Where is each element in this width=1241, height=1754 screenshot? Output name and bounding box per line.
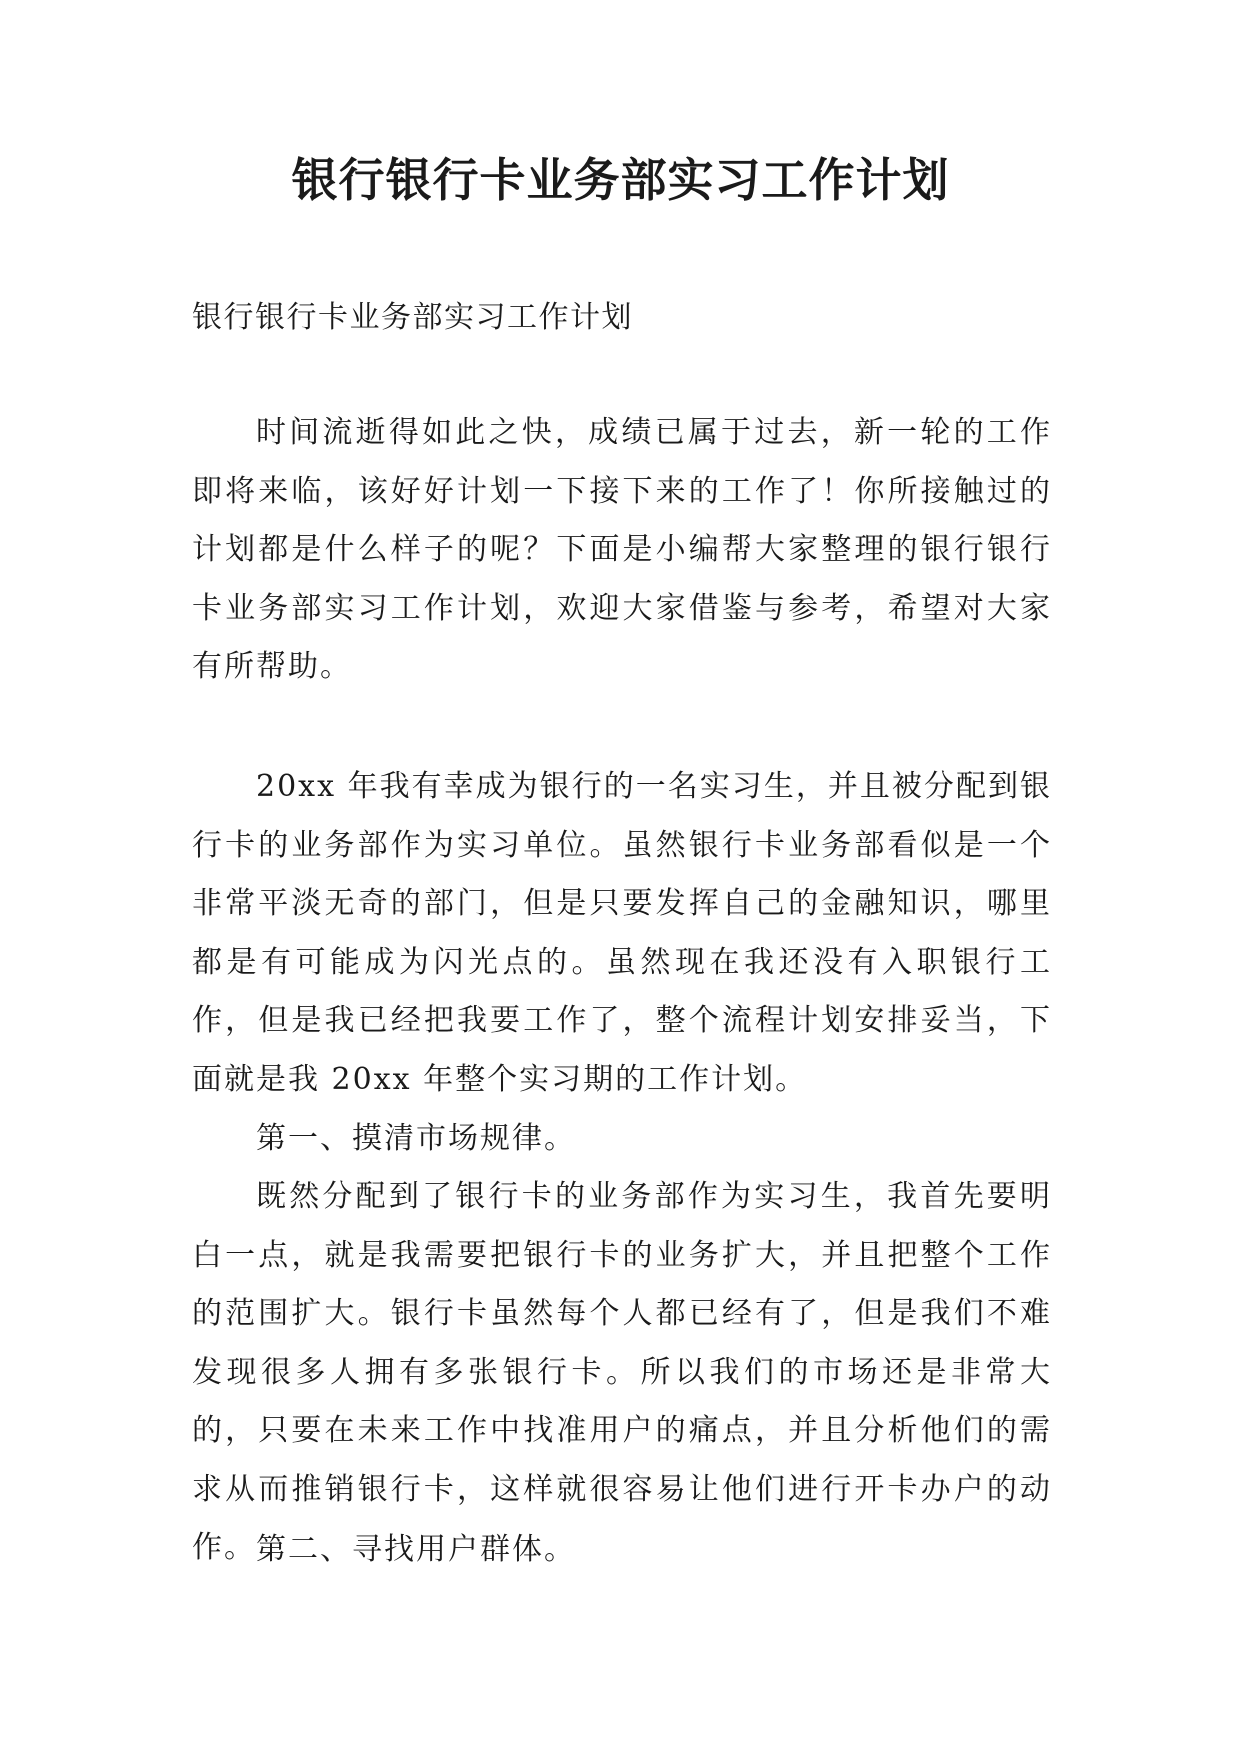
section-heading-users: 第二、寻找用户群体。 [256, 1532, 576, 1567]
section-heading-market: 第一、摸清市场规律。 [256, 1121, 576, 1156]
document-subtitle: 银行银行卡业务部实习工作计划 [192, 300, 633, 335]
intro-paragraph: 时间流逝得如此之快，成绩已属于过去，新一轮的工作即将来临，该好好计划一下接下来的工作了！你所接触过的计划都是什么样子的呢？下面是小编帮大家整理的银行银行卡业务部实习工作计划，欢迎大家借鉴与参考，希望对大家有所帮助。 [192, 415, 1052, 684]
market-paragraph: 既然分配到了银行卡的业务部作为实习生，我首先要明白一点，就是我需要把银行卡的业务扩大，并且把整个工作的范围扩大。银行卡虽然每个人都已经有了，但是我们不难发现很多人拥有多张银行卡。所以我们的市场还是非常大的，只要在未来工作中找准用户的痛点，并且分析他们的需求从而推销银行卡，这样就很容易让他们进行开卡办户的动作。 [192, 1179, 1052, 1565]
background-paragraph: 20xx 年我有幸成为银行的一名实习生，并且被分配到银行卡的业务部作为实习单位。虽然银行卡业务部看似是一个非常平淡无奇的部门，但是只要发挥自己的金融知识，哪里都是有可能成为闪光点的。虽然现在我还没有入职银行工作，但是我已经把我要工作了，整个流程计划安排妥当，下面就是我 20xx 年整个实习期的工作计划。 [192, 769, 1052, 1097]
document-title: 银行银行卡业务部实习工作计划 [291, 153, 950, 207]
